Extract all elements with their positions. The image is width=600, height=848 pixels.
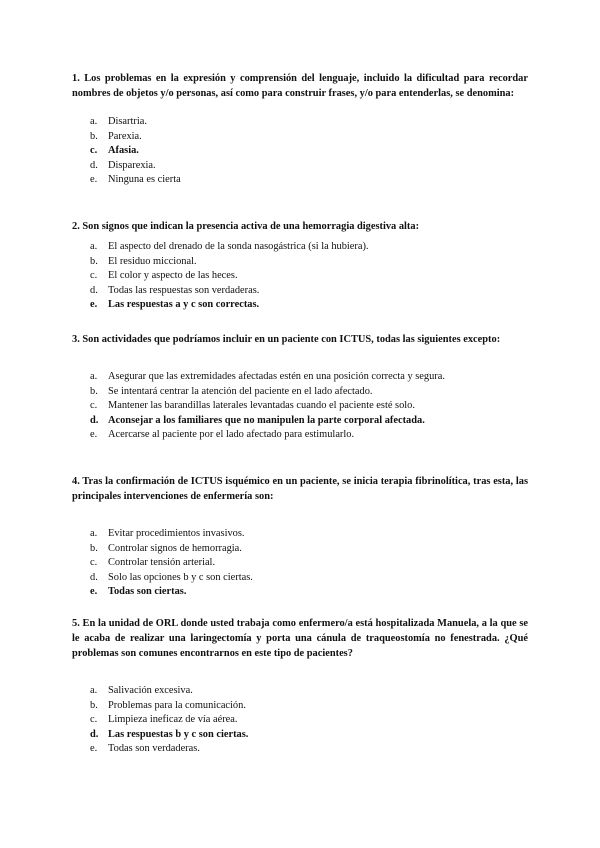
option-item: [72, 556, 528, 571]
option-letter: b.: [90, 699, 98, 711]
option-text: Problemas para la comunicación.: [108, 699, 246, 711]
options-list: [72, 370, 528, 443]
option-text: Las respuestas b y c son ciertas.: [108, 728, 249, 740]
option-text: Evitar procedimientos invasivos.: [108, 528, 245, 539]
option-item: [72, 240, 528, 255]
option-letter: c.: [90, 270, 98, 282]
option-text: Se intentará centrar la atención del paciente en el lado afectado.: [108, 385, 373, 397]
question-text: 3. Son actividades que podríamos incluir en un paciente con ICTUS, todas las siguientes excepto:: [72, 334, 501, 345]
option-letter: d.: [90, 728, 99, 740]
option-letter: d.: [90, 414, 99, 426]
option-letter: c.: [90, 714, 98, 726]
option-item: [72, 542, 528, 557]
option-item: [72, 742, 528, 757]
question-text: 5. En la unidad de ORL donde usted trabaja como enfermero/a está hospitalizada Manuela, a la que se le acaba de realizar una laringectomía y porta una cánula de traqueostomía no fenestrada. ¿Qué problemas son comunes encontrarnos en este tipo de pacientes?: [72, 618, 528, 659]
option-letter: c.: [90, 400, 98, 412]
option-text: Salivación excesiva.: [108, 685, 193, 696]
question-2: [72, 219, 528, 313]
option-letter: b.: [90, 255, 98, 267]
option-letter: a.: [90, 241, 98, 252]
option-text: Todas las respuestas son verdaderas.: [108, 284, 260, 296]
option-text: Mantener las barandillas laterales levantadas cuando el paciente esté solo.: [108, 400, 415, 412]
option-text: Acercarse al paciente por el lado afectado para estimularlo.: [108, 429, 355, 441]
option-letter: e.: [90, 743, 98, 755]
options-list: [72, 684, 528, 757]
option-text: Asegurar que las extremidades afectadas estén en una posición correcta y segura.: [108, 371, 445, 382]
option-letter: d.: [90, 284, 98, 296]
option-item-correct: [72, 728, 528, 743]
option-letter: b.: [90, 130, 98, 142]
option-letter: d.: [90, 159, 98, 171]
options-list: [72, 527, 528, 600]
option-letter: e.: [90, 174, 98, 186]
option-text: Controlar tensión arterial.: [108, 557, 216, 569]
question-text: 1. Los problemas en la expresión y comprensión del lenguaje, incluido la dificultad para recordar nombres de objetos y/o personas, así como para construir frases, y/o para entenderlas, se denomina:: [72, 73, 528, 99]
option-text: Las respuestas a y c son correctas.: [108, 299, 260, 311]
option-text: Todas son ciertas.: [108, 586, 187, 598]
option-letter: a.: [90, 371, 98, 382]
option-text: Parexia.: [108, 130, 142, 142]
option-item: [72, 370, 528, 385]
option-item: [72, 684, 528, 699]
option-letter: d.: [90, 571, 98, 583]
option-letter: c.: [90, 557, 98, 569]
option-item: [72, 284, 528, 299]
option-item-correct: [72, 298, 528, 313]
question-text: 4. Tras la confirmación de ICTUS isquémico en un paciente, se inicia terapia fibrinolítica, tras esta, las principales intervenciones de enfermería son:: [72, 476, 528, 502]
option-text: El aspecto del drenado de la sonda nasogástrica (si la hubiera).: [108, 241, 369, 252]
option-item: [72, 571, 528, 586]
option-text: Disartria.: [108, 116, 147, 127]
option-letter: e.: [90, 299, 98, 311]
option-text: Todas son verdaderas.: [108, 743, 200, 755]
option-letter: b.: [90, 385, 98, 397]
options-list: [72, 240, 528, 313]
option-item: [72, 269, 528, 284]
option-item-correct: [72, 414, 528, 429]
option-letter: a.: [90, 116, 98, 127]
option-text: Afasia.: [108, 145, 139, 157]
option-letter: b.: [90, 542, 98, 554]
option-text: El residuo miccional.: [108, 255, 197, 267]
option-item: [72, 159, 528, 174]
option-item-correct: [72, 585, 528, 600]
option-item: [72, 527, 528, 542]
option-text: Disparexia.: [108, 159, 156, 171]
option-letter: a.: [90, 685, 98, 696]
option-item: [72, 699, 528, 714]
option-letter: a.: [90, 528, 98, 539]
option-item: [72, 385, 528, 400]
option-item: [72, 428, 528, 443]
option-text: Limpieza ineficaz de vía aérea.: [108, 714, 238, 726]
option-item: [72, 173, 528, 188]
option-item: [72, 255, 528, 270]
option-item: [72, 115, 528, 130]
option-text: Ninguna es cierta: [108, 174, 181, 186]
option-text: Controlar signos de hemorragia.: [108, 542, 242, 554]
option-text: Aconsejar a los familiares que no manipulen la parte corporal afectada.: [108, 414, 425, 426]
question-4: [72, 474, 528, 600]
question-3: [72, 332, 528, 443]
option-letter: e.: [90, 586, 98, 598]
option-letter: e.: [90, 429, 98, 441]
question-text: 2. Son signos que indican la presencia activa de una hemorragia digestiva alta:: [72, 221, 420, 232]
option-text: El color y aspecto de las heces.: [108, 270, 238, 282]
option-item: [72, 713, 528, 728]
options-list: [72, 115, 528, 188]
option-text: Solo las opciones b y c son ciertas.: [108, 571, 253, 583]
option-letter: c.: [90, 145, 98, 157]
option-item-correct: [72, 144, 528, 159]
question-5: [72, 616, 528, 757]
question-1: [72, 71, 528, 188]
option-item: [72, 399, 528, 414]
option-item: [72, 130, 528, 145]
